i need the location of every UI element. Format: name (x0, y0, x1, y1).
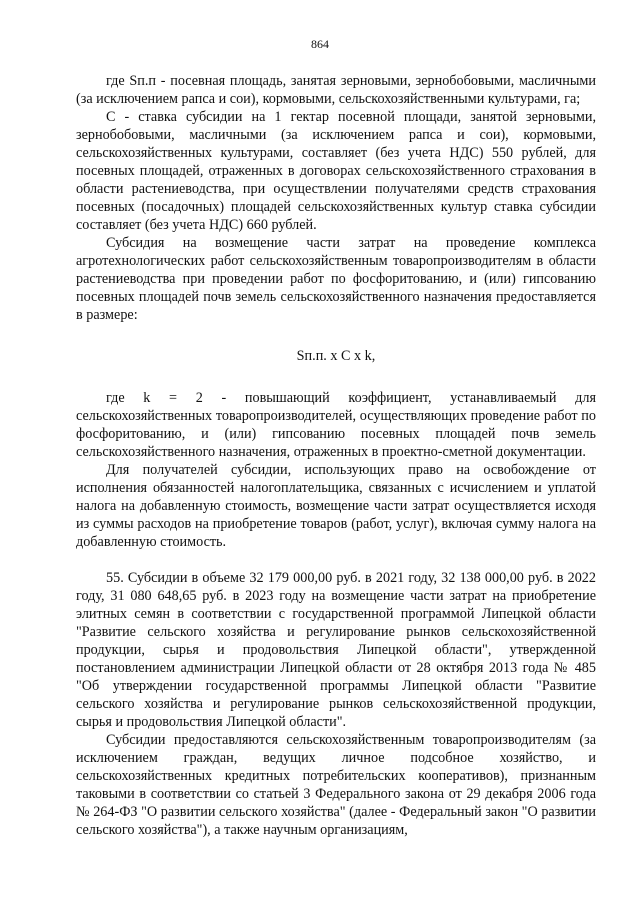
page-number: 864 (311, 37, 329, 51)
document-body (76, 54, 596, 839)
paragraph-coefficient: где k = 2 - повышающий коэффициент, устанавливаемый для сельскохозяйственных товаропроизводителей, осуществляющих проведение работ по фосфоритованию, и (или) гипсованию посевных площадей почв земель сельскохозяйственного назначения, отраженных в проектно-сметной документации. (76, 390, 596, 460)
paragraph-recipients: Субсидии предоставляются сельскохозяйственным товаропроизводителям (за исключением граждан, ведущих личное подсобное хозяйство, и сельскохозяйственных кредитных потребительских кооперативов), признанным таковыми в соответствии со статьей 3 Федерального закона от 29 декабря 2006 года № 264-ФЗ "О развитии сельского хозяйства" (далее - Федеральный закон "О развитии сельского хозяйства"), а также научным организациям, (76, 732, 596, 838)
paragraph-definition-area: где Sп.п - посевная площадь, занятая зерновыми, зернобобовыми, масличными (за исключением рапса и сои), кормовыми, сельскохозяйственными культурами, га; (76, 73, 596, 107)
paragraph-vat-exemption: Для получателей субсидии, использующих право на освобождение от исполнения обязанностей налогоплательщика, связанных с исчислением и уплатой налога на добавленную стоимость, возмещение части затрат осуществляется исходя из суммы расходов на приобретение товаров (работ, услуг), включая сумму налога на добавленную стоимость. (76, 462, 596, 550)
paragraph-item-55: 55. Субсидии в объеме 32 179 000,00 руб. в 2021 году, 32 138 000,00 руб. в 2022 году, 31 080 648,65 руб. в 2023 году на возмещение части затрат на приобретение элитных семян в соответствии с государственной программой Липецкой области "Развитие сельского хозяйства и регулирование рынков сельскохозяйственной продукции, сырья и продовольствия Липецкой области", утвержденной постановлением администрации Липецкой области от 28 октября 2013 года № 485 "Об утверждении государственной программы Липецкой области "Развитие сельского хозяйства и регулирование рынков сельскохозяйственной продукции, сырья и продовольствия Липецкой области". (76, 570, 596, 730)
paragraph-subsidy-rate: C - ставка субсидии на 1 гектар посевной площади, занятой зерновыми, зернобобовыми, масличными (за исключением рапса и сои), кормовыми, сельскохозяйственных культурами, составляет (без учета НДС) 550 рублей, для посевных площадей, отраженных в договорах сельскохозяйственного страхования в области растениеводства, при осуществлении получателями средств страхования посевных (посадочных) площадей сельскохозяйственных культур ставка субсидии составляет (без учета НДС) 660 рублей. (76, 109, 596, 233)
section-gap (76, 551, 596, 569)
top-spacer (76, 54, 596, 72)
paragraph-agrotech-subsidy: Субсидия на возмещение части затрат на проведение комплекса агротехнологических работ сельскохозяйственным товаропроизводителям в области растениеводства при проведении работ по фосфоритованию, и (или) гипсованию посевных площадей почв земель сельскохозяйственного назначения предоставляется в размере: (76, 235, 596, 323)
formula: Sп.п. x C x k, (296, 348, 376, 364)
